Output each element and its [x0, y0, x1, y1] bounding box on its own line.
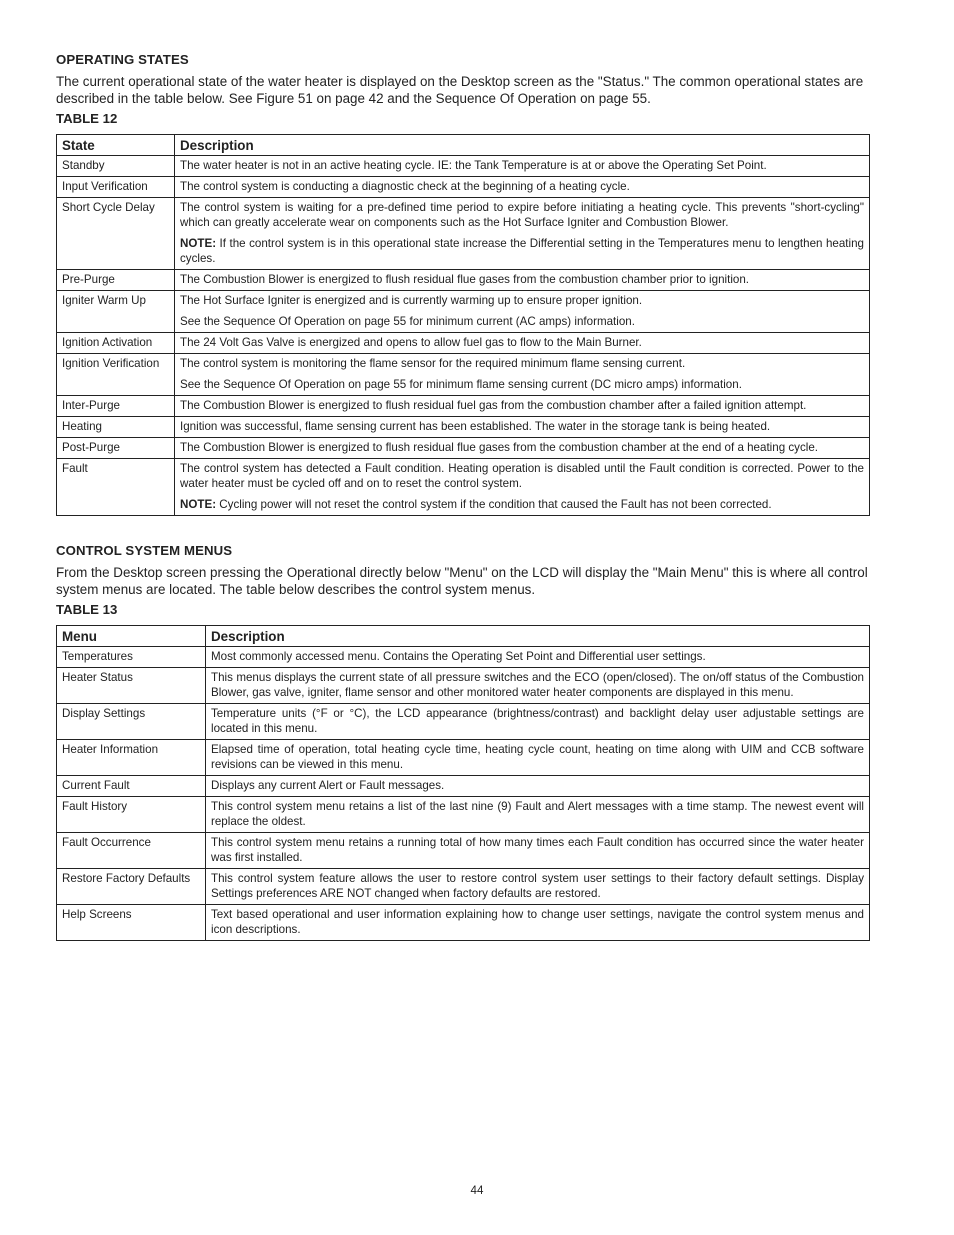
description-cell	[175, 417, 870, 438]
table-row	[57, 270, 870, 291]
state-cell: Pre-Purge	[57, 270, 175, 291]
table-header-row	[57, 135, 870, 156]
description-text: The control system is waiting for a pre-defined time period to expire before initiating a heating cycle. This prevents "short-cycling" which can greatly accelerate wear on components such as the Hot Surface Igniter and Combustion Blower.	[180, 201, 864, 229]
menu-cell: Fault Occurrence	[57, 833, 206, 869]
table-header-row	[57, 626, 870, 647]
description-text: The 24 Volt Gas Valve is energized and opens to allow fuel gas to flow to the Main Burner.	[180, 336, 642, 349]
table-row	[57, 647, 870, 668]
state-cell: Heating	[57, 417, 175, 438]
description-text: The Combustion Blower is energized to flush residual fuel gas from the combustion chamber after a failed ignition attempt.	[180, 399, 807, 412]
state-cell: Short Cycle Delay	[57, 198, 175, 270]
column-header-state: State	[57, 135, 175, 156]
table-row	[57, 833, 870, 869]
section-heading: CONTROL SYSTEM MENUS	[56, 543, 233, 558]
table-row	[57, 438, 870, 459]
table-row	[57, 198, 870, 270]
note-text: If the control system is in this operational state increase the Differential setting in the Temperatures menu to lengthen heating cycles.	[180, 237, 864, 265]
description-text: The Combustion Blower is energized to flush residual flue gases from the combustion chamber at the end of a heating cycle.	[180, 441, 819, 454]
menu-cell: Fault History	[57, 797, 206, 833]
table-row	[57, 905, 870, 941]
table-row	[57, 704, 870, 740]
description-text: See the Sequence Of Operation on page 55 for minimum flame sensing current (DC micro amps) information.	[180, 378, 742, 391]
section-intro: From the Desktop screen pressing the Operational directly below "Menu" on the LCD will display the "Main Menu" this is where all control system menus are located. The table below describes the control system menus.	[56, 565, 868, 597]
description-text: Ignition was successful, flame sensing current has been established. The water in the storage tank is being heated.	[180, 420, 771, 433]
description-text: The control system has detected a Fault condition. Heating operation is disabled until the Fault condition is corrected. Power to the water heater must be cycled off and on to reset the control system.	[180, 462, 864, 490]
state-cell: Inter-Purge	[57, 396, 175, 417]
description-cell	[175, 156, 870, 177]
column-header-menu: Menu	[57, 626, 206, 647]
description-cell	[175, 459, 870, 516]
menu-cell: Display Settings	[57, 704, 206, 740]
control-system-menus-section	[56, 543, 870, 941]
menu-cell: Current Fault	[57, 776, 206, 797]
description-cell	[175, 198, 870, 270]
table-label: TABLE 12	[56, 111, 118, 126]
note-paragraph	[180, 236, 864, 266]
table-row	[57, 333, 870, 354]
description-text: The control system is conducting a diagnostic check at the beginning of a heating cycle.	[180, 180, 630, 193]
column-header-description: Description	[206, 626, 870, 647]
description-cell: Most commonly accessed menu. Contains the Operating Set Point and Differential user settings.	[206, 647, 870, 668]
table-row	[57, 354, 870, 396]
menu-cell: Heater Information	[57, 740, 206, 776]
column-header-description: Description	[175, 135, 870, 156]
document-page	[56, 52, 870, 941]
section-intro: The current operational state of the water heater is displayed on the Desktop screen as the "Status." The common operational states are described in the table below. See Figure 51 on page 42 and the Sequence Of Operation on page 55.	[56, 74, 864, 106]
page-number: 44	[470, 1184, 484, 1197]
description-text: The control system is monitoring the flame sensor for the required minimum flame sensing current.	[180, 357, 686, 370]
note-label: NOTE:	[180, 237, 217, 250]
state-cell: Post-Purge	[57, 438, 175, 459]
table-row	[57, 869, 870, 905]
description-text: The Combustion Blower is energized to flush residual flue gases from the combustion chamber prior to ignition.	[180, 273, 750, 286]
table-row	[57, 177, 870, 198]
description-cell: This control system menu retains a running total of how many times each Fault condition has occurred since the water heater was first installed.	[206, 833, 870, 869]
description-text: See the Sequence Of Operation on page 55 for minimum current (AC amps) information.	[180, 315, 635, 328]
description-cell	[175, 270, 870, 291]
description-cell: Displays any current Alert or Fault messages.	[206, 776, 870, 797]
note-text: Cycling power will not reset the control system if the condition that caused the Fault has not been corrected.	[216, 498, 772, 511]
table-label: TABLE 13	[56, 602, 118, 617]
operating-states-section	[56, 52, 870, 516]
table-row	[57, 668, 870, 704]
description-cell: This control system menu retains a list of the last nine (9) Fault and Alert messages with a time stamp. The newest event will replace the oldest.	[206, 797, 870, 833]
table-row	[57, 459, 870, 516]
description-text: The Hot Surface Igniter is energized and is currently warming up to ensure proper ignition.	[180, 294, 643, 307]
state-cell: Igniter Warm Up	[57, 291, 175, 333]
description-cell	[175, 177, 870, 198]
state-cell: Fault	[57, 459, 175, 516]
table-row	[57, 291, 870, 333]
table-row	[57, 797, 870, 833]
table-row	[57, 740, 870, 776]
description-cell	[175, 333, 870, 354]
description-cell: This menus displays the current state of all pressure switches and the ECO (open/closed). The on/off status of the Combustion Blower, gas valve, igniter, flame sensor and other monitored water heater components are displayed in this menu.	[206, 668, 870, 704]
control-menus-table	[56, 625, 870, 941]
description-cell	[175, 291, 870, 333]
menu-cell: Temperatures	[57, 647, 206, 668]
description-cell	[175, 396, 870, 417]
description-cell: Elapsed time of operation, total heating cycle time, heating cycle count, heating on time along with UIM and CCB software revisions can be viewed in this menu.	[206, 740, 870, 776]
state-cell: Ignition Activation	[57, 333, 175, 354]
menu-cell: Help Screens	[57, 905, 206, 941]
menu-cell: Heater Status	[57, 668, 206, 704]
menu-cell: Restore Factory Defaults	[57, 869, 206, 905]
table-row	[57, 776, 870, 797]
table-row	[57, 417, 870, 438]
operating-states-table	[56, 134, 870, 516]
table-row	[57, 156, 870, 177]
table-row	[57, 396, 870, 417]
description-cell: This control system feature allows the user to restore control system user settings to their factory default settings. Display Settings preferences ARE NOT changed when factory defaults are restored.	[206, 869, 870, 905]
note-label: NOTE:	[180, 498, 217, 511]
state-cell: Input Verification	[57, 177, 175, 198]
description-cell: Text based operational and user information explaining how to change user settings, navigate the control system menus and icon descriptions.	[206, 905, 870, 941]
description-cell: Temperature units (°F or °C), the LCD appearance (brightness/contrast) and backlight delay user adjustable settings are located in this menu.	[206, 704, 870, 740]
description-cell	[175, 438, 870, 459]
state-cell: Standby	[57, 156, 175, 177]
state-cell: Ignition Verification	[57, 354, 175, 396]
note-paragraph	[180, 497, 864, 512]
description-text: The water heater is not in an active heating cycle. IE: the Tank Temperature is at or above the Operating Set Point.	[180, 159, 767, 172]
section-heading: OPERATING STATES	[56, 52, 189, 67]
description-cell	[175, 354, 870, 396]
